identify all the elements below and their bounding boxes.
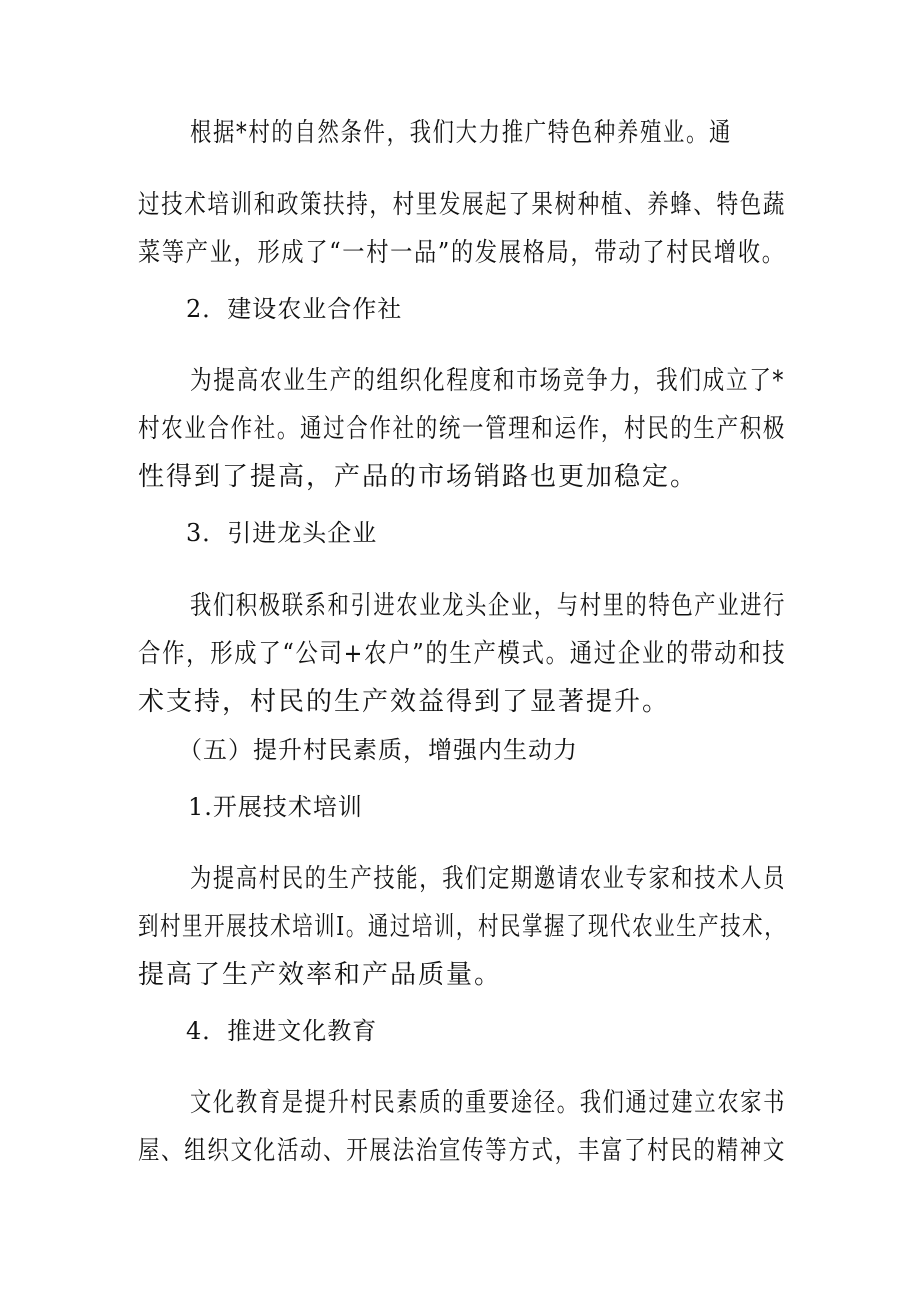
paragraph-2-line-1: 为提高农业生产的组织化程度和市场竞争力，我们成立了* <box>190 366 786 396</box>
paragraph-5-line-1: 文化教育是提升村民素质的重要途径。我们通过建立农家书 <box>190 1088 787 1118</box>
paragraph-1-line-2: 过技术培训和政策扶持，村里发展起了果树种植、养蜂、特色蔬 <box>138 190 787 220</box>
paragraph-4-line-3: 提高了生产效率和产品质量。 <box>138 960 503 990</box>
paragraph-4-line-2: 到村里开展技术培训I。通过培训，村民掌握了现代农业生产技术， <box>138 912 787 942</box>
paragraph-3-line-2: 合作，形成了“公司+农户”的生产模式。通过企业的带动和技 <box>138 639 787 669</box>
subsection-heading-1: 1.开展技术培训 <box>188 793 363 821</box>
paragraph-2-line-3: 性得到了提高，产品的市场销路也更加稳定。 <box>138 462 699 492</box>
section-heading-2: 2．建设农业合作社 <box>186 295 403 323</box>
paragraph-1-line-1: 根据*村的自然条件，我们大力推广特色种养殖业。通 <box>190 118 733 148</box>
paragraph-2-line-2: 村农业合作社。通过合作社的统一管理和运作，村民的生产积极 <box>138 414 787 444</box>
paragraph-3-line-3: 术支持，村民的生产效益得到了显著提升。 <box>138 687 671 717</box>
section-heading-5: （五）提升村民素质，增强内生动力 <box>178 736 578 764</box>
section-heading-3: 3．引进龙头企业 <box>186 519 378 547</box>
section-heading-4: 4．推进文化教育 <box>186 1017 378 1045</box>
paragraph-4-line-1: 为提高村民的生产技能，我们定期邀请农业专家和技术人员 <box>190 864 787 894</box>
paragraph-1-line-3: 菜等产业，形成了“一村一品”的发展格局，带动了村民增收。 <box>138 238 786 268</box>
paragraph-5-line-2: 屋、组织文化活动、开展法治宣传等方式，丰富了村民的精神文 <box>138 1136 787 1166</box>
paragraph-3-line-1: 我们积极联系和引进农业龙头企业，与村里的特色产业进行 <box>190 591 787 621</box>
